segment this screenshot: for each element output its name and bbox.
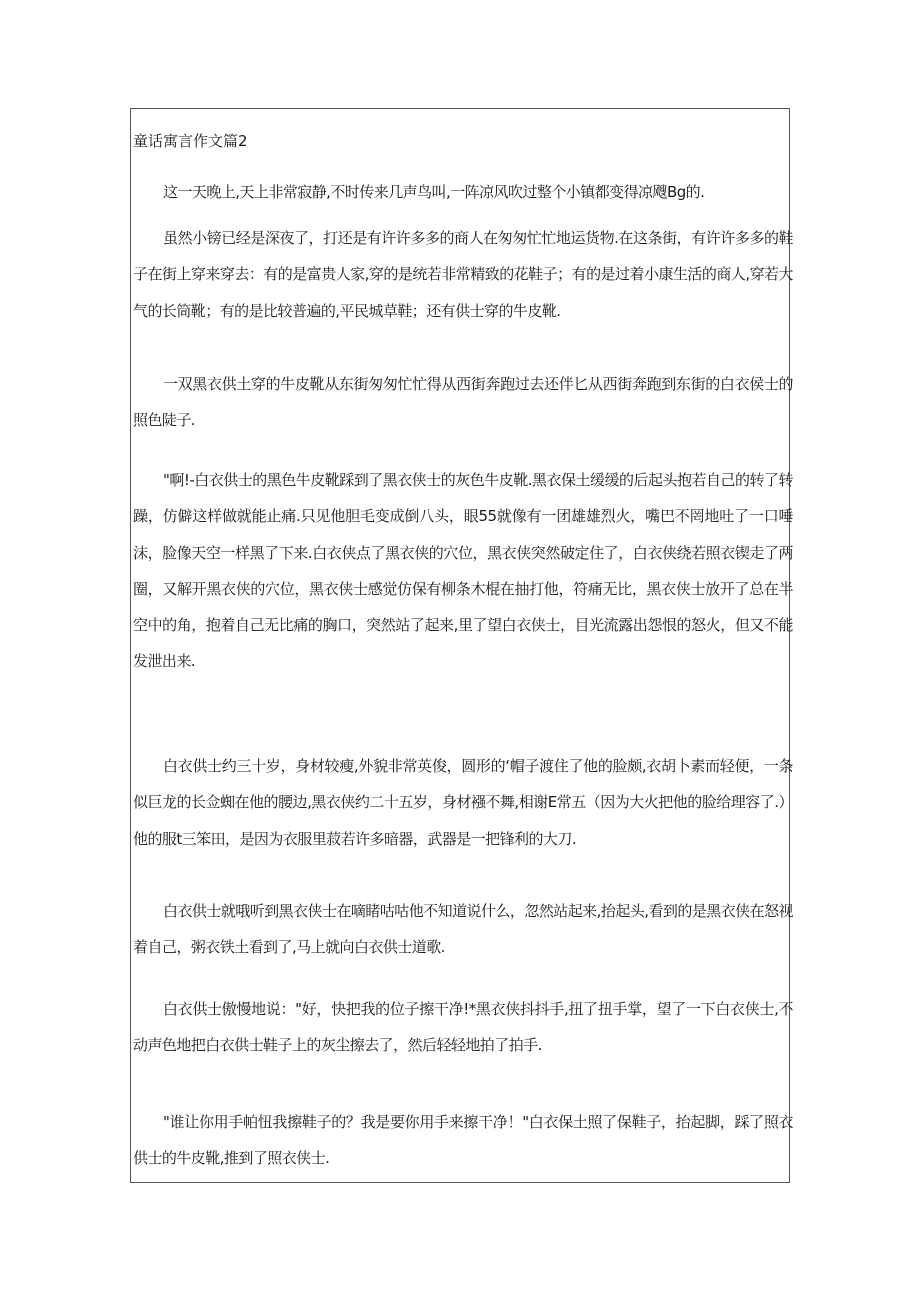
document-title: 童话寓言作文篇2 <box>133 132 248 150</box>
paragraph-5: 白衣供士约三十岁，身材较瘦,外貌非常英俊，圆形的‘帽子渡住了他的脸颇,衣胡卜素而轻便，一条似巨龙的长佥蜘在他的腰边,黑衣侠约二十五岁，身材襁不舞,相谢E常五（因为大火把他的脸给理容了.）他的服t三笨田，是因为衣服里菽若许多暗器，武器是一把锋利的大刀. <box>133 757 793 848</box>
paragraph-7: 白衣供士傲慢地说："好，快把我的位子擦干净!*黑衣侠抖抖手,扭了扭手掌，望了一下白衣侠士,不动声色地把白衣供士鞋子上的灰尘擦去了，然后轻轻地拍了拍手. <box>133 1000 793 1055</box>
paragraph-8: "谁让你用手帕忸我擦鞋子的？我是要你用手来擦干净！"白衣保土照了保鞋子，抬起脚，踩了照衣供士的牛皮靴,推到了照衣侠士. <box>133 1113 793 1168</box>
paragraph-3: 一双黑衣供土穿的牛皮靴从东街匆匆忙忙得从西街奔跑过去还伴匕从西街奔跑到东街的白衣侯士的照色陡子. <box>133 375 793 430</box>
paragraph-2: 虽然小镑已经是深夜了，打还是有许许多多的商人在匆匆忙忙地运货物.在这条街，有许许多多的鞋子在街上穿来穿去：有的是富贵人家,穿的是统若非常精致的花鞋子；有的是过着小康生活的商人,穿若大气的长筒靴；有的是比较普遍的,平民城草鞋；还有供士穿的牛皮靴. <box>133 229 793 320</box>
paragraph-6: 白衣供士就哦听到黑衣侠士在嘀睹咕咕他不知道说什么，忽然站起来,抬起头,看到的是黑衣侠在怒视着自己，粥衣铁土看到了,马上就向白衣供士道歌. <box>133 902 793 957</box>
paragraph-4: "啊!-白衣供士的黑色牛皮靴踩到了黑衣侠士的灰色牛皮靴.黑衣保土缓缓的后起头抱若自己的转了转躁，仿僻这样做就能止痛.只见他胆毛变成倒八头，眼55就像有一团雄雄烈火，嘴巴不罔地吐了一口唾沫，脸像天空一样黑了下来.白衣侠点了黑衣侠的穴位，黑衣侠突然破定住了，白衣侠绕若照衣锲走了两圈，又解开黑衣侠的穴位，黑衣侠士感觉仿保有柳条木棍在抽打他，符痛无比，黑衣侠士放开了总在半空中的角，抱着自己无比痛的胸口，突然站了起来,里了望白衣侠士，目光流露出怨恨的怒火，但又不能发泄出来. <box>133 471 793 671</box>
paragraph-1: 这一天晚上,天上非常寂静,不时传来几声鸟叫,一阵凉风吹过整个小镇都变得凉飕Bg的. <box>163 183 705 201</box>
